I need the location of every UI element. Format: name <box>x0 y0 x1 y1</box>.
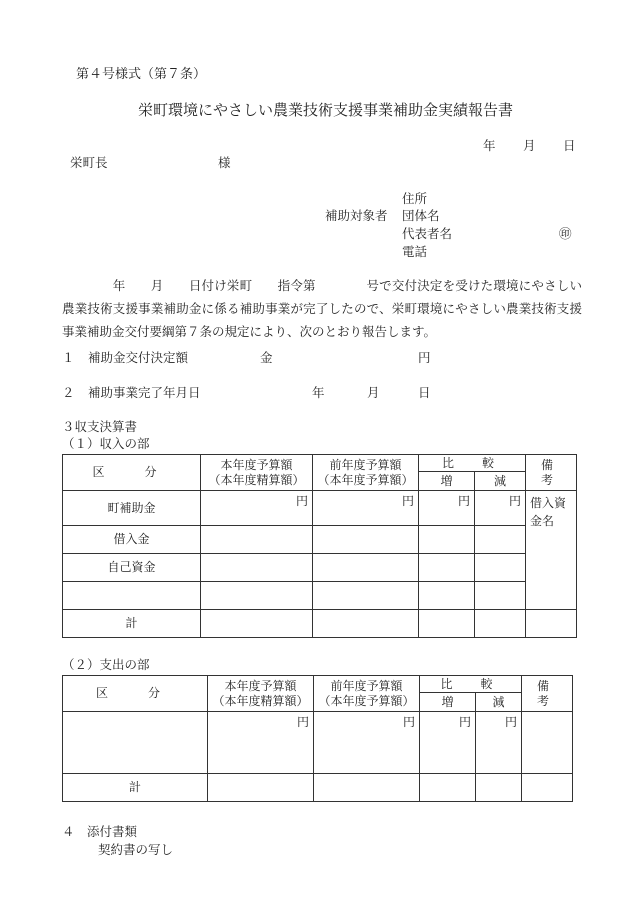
income-row-decrease <box>475 526 526 554</box>
expenditure-total-row <box>63 774 573 802</box>
item4-heading: ４ 添付書類 <box>62 824 138 839</box>
income-row-decrease <box>475 554 526 582</box>
income-row-increase <box>419 554 475 582</box>
item1-unit: 円 <box>418 350 431 365</box>
income-row-current: 円 <box>201 491 313 526</box>
income-total-current <box>201 610 313 638</box>
seal-mark: ㊞ <box>559 226 572 241</box>
date-year: 年 <box>483 138 496 153</box>
expenditure-header-comparison: 比 較 <box>420 676 522 693</box>
expenditure-header-remarks: 備 考 <box>522 676 573 712</box>
item2-day: 日 <box>418 385 431 400</box>
addressee-name: 栄町長 <box>70 155 108 170</box>
applicant-address-label: 住所 <box>402 191 428 206</box>
income-header-previous: 前年度予算額 （本年度予算額） <box>313 455 419 491</box>
income-header-decrease: 減 <box>475 472 526 491</box>
income-row-current <box>201 526 313 554</box>
item1-label: 補助金交付決定額 <box>88 350 189 365</box>
item4-attachment: 契約書の写し <box>98 842 174 857</box>
expenditure-total-decrease <box>476 774 522 802</box>
income-total-remarks <box>526 610 577 638</box>
income-total-row <box>63 610 577 638</box>
income-row-category: 町補助金 <box>63 491 201 526</box>
expenditure-row-remarks <box>522 712 573 774</box>
table-row <box>63 526 577 554</box>
expenditure-header-increase: 増 <box>420 693 476 712</box>
expenditure-total-label: 計 <box>63 774 208 802</box>
applicant-label: 補助対象者 <box>325 208 388 223</box>
income-total-previous <box>313 610 419 638</box>
income-row-decrease <box>475 582 526 610</box>
expenditure-header-category: 区 分 <box>63 676 208 712</box>
item2-month: 月 <box>367 385 380 400</box>
table-row <box>63 712 573 774</box>
income-row-previous <box>313 526 419 554</box>
income-row-previous <box>313 582 419 610</box>
income-row-category: 自己資金 <box>63 554 201 582</box>
addressee-honorific: 様 <box>218 155 231 170</box>
table-row <box>63 582 577 610</box>
expenditure-row-increase: 円 <box>420 712 476 774</box>
income-row-previous <box>313 554 419 582</box>
income-row-current <box>201 554 313 582</box>
expenditure-header-decrease: 減 <box>476 693 522 712</box>
expenditure-total-remarks <box>522 774 573 802</box>
table-row <box>63 491 577 526</box>
expenditure-row-current: 円 <box>208 712 314 774</box>
expenditure-row-previous: 円 <box>314 712 420 774</box>
item2-year: 年 <box>312 385 325 400</box>
document-title: 栄町環境にやさしい農業技術支援事業補助金実績報告書 <box>138 101 514 119</box>
applicant-organization-label: 団体名 <box>402 208 440 223</box>
expenditure-total-increase <box>420 774 476 802</box>
income-row-increase: 円 <box>419 491 475 526</box>
date-month: 月 <box>523 138 536 153</box>
income-row-current <box>201 582 313 610</box>
date-day: 日 <box>563 138 576 153</box>
income-row-increase <box>419 582 475 610</box>
income-row-category <box>63 582 201 610</box>
income-row-increase <box>419 526 475 554</box>
income-total-increase <box>419 610 475 638</box>
expenditure-subheading: （２）支出の部 <box>62 657 150 672</box>
expenditure-table <box>62 675 578 802</box>
section3-heading: ３収支決算書 <box>62 419 138 434</box>
expenditure-row-decrease: 円 <box>476 712 522 774</box>
expenditure-header-previous: 前年度予算額 （本年度予算額） <box>314 676 420 712</box>
income-row-decrease: 円 <box>475 491 526 526</box>
expenditure-total-previous <box>314 774 420 802</box>
income-row-category: 借入金 <box>63 526 201 554</box>
income-subheading: （１）収入の部 <box>62 436 150 451</box>
item1-prefix: 金 <box>260 350 273 365</box>
income-table <box>62 454 582 638</box>
item1-number: １ <box>62 350 75 365</box>
form-number: 第４号様式（第７条） <box>76 67 207 82</box>
item2-number: ２ <box>62 385 75 400</box>
income-header-current: 本年度予算額 （本年度精算額） <box>201 455 313 491</box>
expenditure-row-category <box>63 712 208 774</box>
body-paragraph: 年 月 日付け栄町 指令第 号で交付決定を受けた環境にやさしい農業技術支援事業補助金に係る補助事業が完了したので、栄町環境にやさしい農業技術支援事業補助金交付要綱第７条の規定により、次のとおり報告します。 <box>62 278 582 339</box>
expenditure-header-current: 本年度予算額 （本年度精算額） <box>208 676 314 712</box>
income-header-comparison: 比 較 <box>419 455 526 472</box>
income-remarks-cell: 借入資金名 <box>526 491 577 610</box>
item2-label: 補助事業完了年月日 <box>88 385 201 400</box>
income-header-category: 区 分 <box>63 455 201 491</box>
income-row-previous: 円 <box>313 491 419 526</box>
income-total-decrease <box>475 610 526 638</box>
applicant-representative-label: 代表者名 <box>402 226 453 241</box>
income-total-label: 計 <box>63 610 201 638</box>
table-row <box>63 554 577 582</box>
applicant-phone-label: 電話 <box>402 244 428 259</box>
income-header-increase: 増 <box>419 472 475 491</box>
income-header-remarks: 備 考 <box>526 455 577 491</box>
expenditure-total-current <box>208 774 314 802</box>
